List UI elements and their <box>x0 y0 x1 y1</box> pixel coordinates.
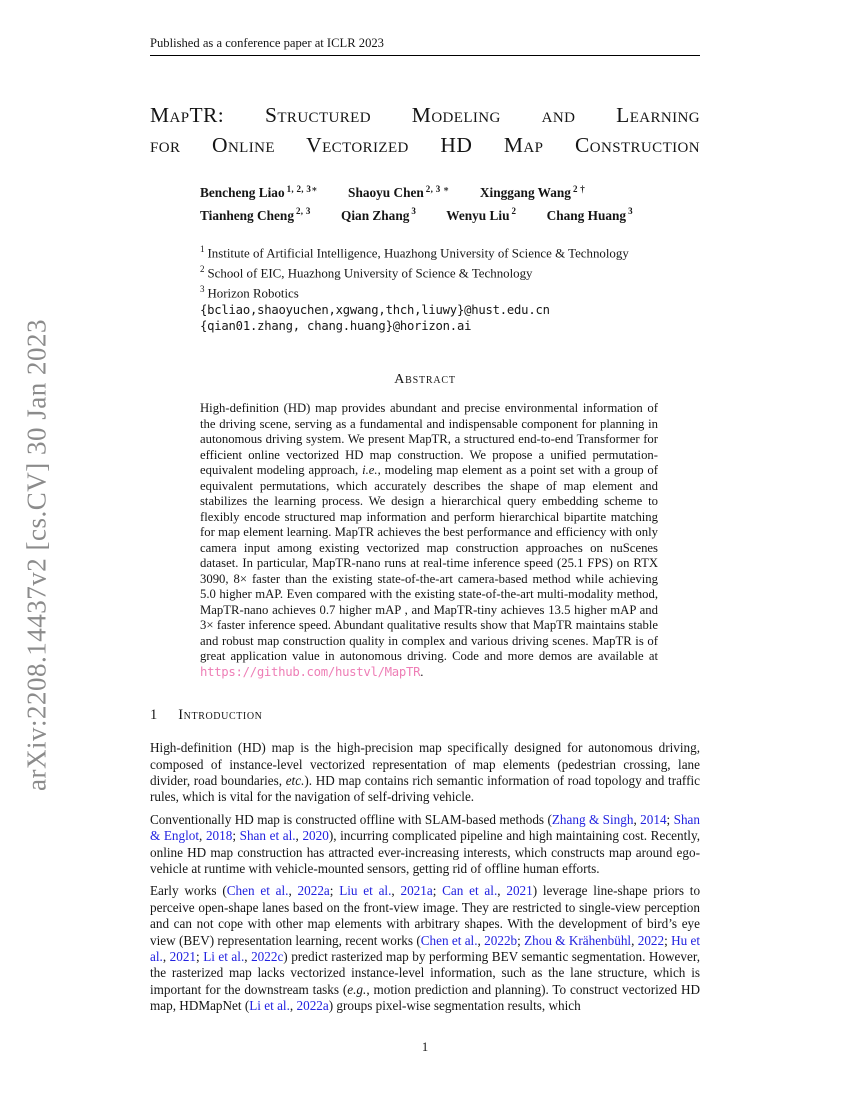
citation-link[interactable]: Li et al. <box>249 998 290 1014</box>
text-run: ) predict rasterized map by performing BEV semantic segmentation. However, the rasterized map lacks vectorized instance-level information, such as the lane structure, which is important for the downstream tasks ( <box>150 949 701 997</box>
italic-text: i.e. <box>362 463 378 478</box>
affil-text: Institute of Artificial Intelligence, Huazhong University of Science & Technology <box>207 246 629 261</box>
author-wenyu-liu <box>446 208 516 223</box>
citation-link[interactable]: 2021a <box>400 883 433 899</box>
author-tianheng-cheng <box>200 208 311 223</box>
citation-link[interactable]: Chen et al. <box>420 932 478 948</box>
text-run: , <box>289 998 297 1014</box>
affiliation-block <box>150 241 700 334</box>
text-run: , <box>477 932 485 948</box>
italic-text: etc. <box>285 772 305 788</box>
italic-text: e.g. <box>347 981 367 997</box>
abstract-body <box>200 401 658 680</box>
paper-title <box>150 100 700 160</box>
abstract-heading: Abstract <box>394 372 456 388</box>
text-run: ; <box>196 949 204 965</box>
text-run: , <box>244 949 252 965</box>
author-name: Chang Huang <box>546 207 627 223</box>
author-xinggang-wang <box>480 185 585 200</box>
citation-link[interactable]: 2022 <box>637 932 665 948</box>
citation-link[interactable]: Liu et al. <box>339 883 392 899</box>
affil-number: 3 <box>200 284 205 295</box>
author-chang-huang <box>547 208 633 223</box>
text-run: ) leverage line-shape priors to perceive open-shape lanes based on the front-view image. They are restricted to single-view perception and can not cope with other map elements with arbitrary shapes. With the development of bird’s eye view (BEV) representation learning, recent works ( <box>150 883 701 948</box>
text-run: ; <box>517 932 525 948</box>
text-run: ; <box>664 932 672 948</box>
affil-text: Horizon Robotics <box>207 286 299 301</box>
citation-link[interactable]: 2022c <box>251 949 284 965</box>
author-name: Xinggang Wang <box>479 185 571 201</box>
text-run: , <box>633 811 641 827</box>
intro-paragraph-2 <box>150 812 700 878</box>
text-run: ; <box>666 811 674 827</box>
paper-title-line-2: for Online Vectorized HD Map Construction <box>150 133 700 157</box>
text-run: , <box>162 949 170 965</box>
paper-title-line-1: MapTR: Structured Modeling and Learning <box>150 103 700 127</box>
text-run: ) groups pixel-wise segmentation results, which <box>328 998 581 1014</box>
text-run: ; <box>432 883 443 899</box>
citation-link[interactable]: Hu et al. <box>150 932 701 965</box>
author-block <box>150 180 700 225</box>
author-name: Bencheng Liao <box>200 185 285 201</box>
affiliation-1 <box>200 241 700 261</box>
citation-link[interactable]: 2021 <box>506 883 533 899</box>
email-horizon: {qian01.zhang, chang.huang}@horizon.ai <box>200 318 472 333</box>
text-run: ; <box>232 828 240 844</box>
text-run: Early works ( <box>150 883 227 899</box>
text-run: . <box>420 664 424 679</box>
citation-link[interactable]: Shan & Englot <box>150 811 700 844</box>
text-run: , <box>288 883 298 899</box>
author-affil-marker: 2, 3 <box>295 206 311 217</box>
citation-link[interactable]: Li et al. <box>203 949 245 965</box>
intro-paragraph-1 <box>150 740 700 806</box>
text-run: , modeling map element as a point set with a group of equivalent permutations, which accurately describes the shape of map element and stabilizes the learning process. We design a hierarchical query embedding scheme to flexibly encode structured map information and perform hierarchical bipartite matching for map element learning. MapTR achieves the best performance and efficiency with only camera input among existing vectorized map construction approaches on nuScenes dataset. In particular, MapTR-nano runs at real-time inference speed (25.1 FPS) on RTX 3090, 8× faster than the existing state-of-the-art camera-based method while achieving 5.0 higher mAP. Even compared with the existing state-of-the-art multi-modality method, MapTR-nano achieves 0.7 higher mAP , and MapTR-tiny achieves 13.5 higher mAP and 3× faster inference speed. Abundant qualitative results show that MapTR maintains stable and robust map construction quality in complex and various driving scenes. MapTR is of great application value in autonomous driving. Code and more demos are available at <box>200 463 658 664</box>
author-qian-zhang <box>341 208 416 223</box>
citation-link[interactable]: Chen et al. <box>226 883 289 899</box>
citation-link[interactable]: 2021 <box>169 949 197 965</box>
author-affil-marker: 2 <box>511 206 517 217</box>
affil-number: 2 <box>200 264 205 275</box>
citation-link[interactable]: Zhou & Krähenbühl <box>524 932 632 948</box>
text-run: ), incurring complicated pipeline and high maintaining cost. Recently, online HD map construction has attracted ever-increasing interests, which constructs map around ego-vehicle at runtime with vehicle-mounted sensors, getting rid of offline human efforts. <box>150 828 700 876</box>
citation-link[interactable]: 2022a <box>296 998 329 1014</box>
text-run: , <box>295 828 303 844</box>
author-bencheng-liao <box>200 185 318 200</box>
citation-link[interactable]: Shan et al. <box>239 828 296 844</box>
author-row-2 <box>200 202 700 224</box>
affil-number: 1 <box>200 243 205 254</box>
affiliation-3 <box>200 281 700 301</box>
page-content <box>150 0 700 1015</box>
email-hust: {bcliao,shaoyuchen,xgwang,thch,liuwy}@hust.edu.cn <box>200 302 550 317</box>
citation-link[interactable]: 2022b <box>484 932 518 948</box>
section-title: Introduction <box>178 707 263 724</box>
author-shaoyu-chen <box>348 185 450 200</box>
author-row-1 <box>200 180 700 202</box>
text-run: , <box>631 932 638 948</box>
author-affil-marker: 2 † <box>572 184 586 194</box>
author-name: Tianheng Cheng <box>200 207 294 223</box>
text-run: , <box>497 883 507 899</box>
citation-link[interactable]: 2018 <box>205 828 233 844</box>
text-run: Conventionally HD map is constructed offline with SLAM-based methods ( <box>150 811 552 827</box>
text-run: ). HD map contains rich semantic information of road topology and traffic rules, which is vital for the navigation of self-driving vehicle. <box>150 772 700 805</box>
citation-link[interactable]: Can et al. <box>442 883 498 899</box>
author-affil-marker: 3 <box>411 206 417 217</box>
author-name: Qian Zhang <box>341 207 410 223</box>
affil-text: School of EIC, Huazhong University of Science & Technology <box>207 266 533 281</box>
citation-link[interactable]: 2014 <box>640 811 667 827</box>
section-number: 1 <box>150 707 158 724</box>
header-rule <box>150 55 700 56</box>
affiliation-2 <box>200 261 700 281</box>
text-run: , <box>391 883 401 899</box>
page-number: 1 <box>421 1040 429 1054</box>
text-run: High-definition (HD) map is the high-precision map specifically designed for autonomous driving, composed of instance-level vectorized representation of map elements (pedestrian crossing, lane divider, road boundaries, <box>150 740 700 788</box>
author-affil-marker: 2, 3 ∗ <box>425 184 450 194</box>
text-run: , <box>199 828 206 844</box>
author-name: Wenyu Liu <box>446 207 510 223</box>
text-run: , motion prediction and planning). To construct vectorized HD map, HDMapNet ( <box>150 981 700 1014</box>
arxiv-watermark: arXiv:2208.14437v2 [cs.CV] 30 Jan 2023 <box>21 319 52 791</box>
citation-link[interactable]: 2022a <box>297 883 330 899</box>
conference-header: Published as a conference paper at ICLR 2023 <box>150 36 384 50</box>
text-run: ; <box>329 883 340 899</box>
author-name: Shaoyu Chen <box>348 185 424 201</box>
text-run: High-definition (HD) map provides abundant and precise environmental information of the driving scene, serving as a fundamental and indispensable component for planning in autonomous driving system. We present MapTR, a structured end-to-end Transformer for efficient online vectorized HD map construction. We propose a unified permutation-equivalent modeling approach, <box>200 401 658 478</box>
citation-link[interactable]: Zhang & Singh <box>551 811 634 827</box>
citation-link[interactable]: 2020 <box>302 828 329 844</box>
intro-paragraph-3 <box>150 883 700 1014</box>
url-link[interactable]: https://github.com/hustvl/MapTR <box>200 664 421 679</box>
author-affil-marker: 1, 2, 3∗ <box>286 184 318 194</box>
section-1-heading <box>150 706 700 724</box>
author-affil-marker: 3 <box>628 206 633 217</box>
